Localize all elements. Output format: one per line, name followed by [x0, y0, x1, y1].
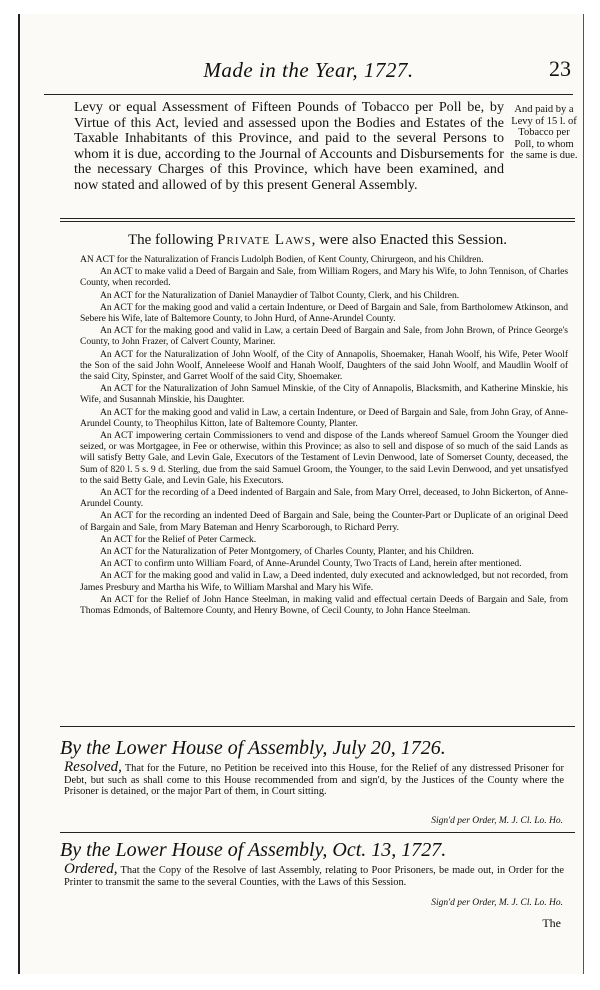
section-rule-top	[60, 218, 575, 219]
resolution-1-text	[64, 759, 564, 798]
resolution-1-lead: Resolved,	[64, 759, 122, 775]
resolution-divider	[60, 832, 575, 833]
levy-paragraph: Levy or equal Assessment of Fifteen Pounds of Tobacco per Poll be, by Virtue of this Act, levied and assessed upon the Bodies and Estates of the Taxable Inhabitants of this Province, and paid to the several Persons to whom it is due, according to the Journal of Accounts and Disbursements for the necessary Charges of this Province, which have been examined, and now stated and allowed of by this present General Assembly.	[74, 99, 504, 193]
running-title: Made in the Year, 1727.	[203, 58, 414, 82]
act-item: An ACT for the Relief of John Hance Steelman, in making valid and effectual certain Deeds of Bargain and Sale, from Thomas Edmonds, of Baltemore County, and Henry Bowne, of Cecil County, to John Hance Steelman.	[80, 593, 568, 617]
heading-caps: Private Laws	[217, 232, 312, 248]
page-number: 23	[549, 56, 571, 81]
resolution-1-body: That for the Future, no Petition be received into this House, for the Relief of any distressed Prisoner for Debt, but such as shall come to this House recommended from and sign'd, by the Justices of the County where the Prisoner is detained, or the major Part of them, in Court sitting.	[64, 763, 564, 798]
act-item: An ACT for the Naturalization of Daniel Manaydier of Talbot County, Clerk, and his Children.	[100, 289, 460, 301]
act-item: An ACT for the recording an indented Deed of Bargain and Sale, being the Counter-Part or Duplicate of an original Deed of Bargain and Sale, from Mary Bateman and Henry Scarborough, to Richard Perry.	[80, 510, 568, 533]
resolution-2-signature: Sign'd per Order, M. J. Cl. Lo. Ho.	[431, 898, 563, 908]
act-item: An ACT for the making good and valid in Law, a certain Deed of Bargain and Sale, from John Brown, of Prince George's County, to John Frazer, of Calvert County, Mariner.	[80, 325, 568, 348]
act-item: An ACT for the Naturalization of John Samuel Minskie, of the City of Annapolis, Blacksmith, and Katherine Minskie, his Wife, and Susannah Minskie, his Daughter.	[80, 383, 568, 406]
catchword: The	[542, 916, 561, 930]
resolution-1-signature: Sign'd per Order, M. J. Cl. Lo. Ho.	[431, 816, 563, 826]
resolution-2-body: That the Copy of the Resolve of last Assembly, relating to Poor Prisoners, be made out, in Order for the Printer to transmit the same to the several Counties, with the Laws of this Session.	[64, 865, 564, 888]
acts-end-rule	[60, 726, 575, 727]
resolution-2-text	[64, 861, 564, 888]
resolution-2-lead: Ordered,	[64, 861, 118, 877]
resolution-1-heading: By the Lower House of Assembly, July 20, 1726.	[60, 737, 446, 759]
act-item: An ACT for the Naturalization of John Woolf, of the City of Annapolis, Shoemaker, Hanah Woolf, his Wife, Peter Woolf the Son of the said John Woolf, Anneleese Woolf and Hanah Woolf, Daughters of the said John Woolf, and Maudlin Woolf of the said City, Spinster, and Garret Woolf of the said City, Shoemaker.	[80, 348, 568, 383]
document-page	[18, 14, 584, 974]
heading-pre: The following	[127, 232, 214, 248]
acts-list	[80, 254, 568, 617]
act-item: An ACT for the Relief of Peter Carmeck.	[100, 533, 257, 545]
act-item: An ACT for the making good and valid a certain Indenture, or Deed of Bargain and Sale, from Bartholomew Atkinson, and Sebere his Wife, late of Baltemore County, to John Hurd, of Anne-Arundel County.	[80, 301, 568, 325]
act-item: AN ACT for the Naturalization of Francis Ludolph Bodien, of Kent County, Chirurgeon, and his Children.	[80, 254, 484, 265]
section-rule-bottom	[60, 221, 575, 222]
private-laws-heading	[60, 232, 575, 249]
act-item: An ACT for the recording of a Deed indented of Bargain and Sale, from Mary Orrel, deceased, to John Bickerton, of Anne-Arundel County.	[80, 487, 568, 510]
heading-post: , were also Enacted this Session.	[311, 232, 508, 248]
act-item: An ACT for the Naturalization of Peter Montgomery, of Charles County, Planter, and his Children.	[100, 546, 474, 558]
act-item: An ACT impowering certain Commissioners to vend and dispose of the Lands whereof Samuel Groom the Younger died seized, or was Mortgagee, in Fee or otherwise, within this Province; as also to sell and dispose of so much of the said Lands as will satisfy Betty Gale, and Levin Gale, Executors of the Testament of Levin Denwood, late of Somerset County, deceased, the Sum of 820 l. 5 s. 9 d. Sterling, due from the said Samuel Groom, the Younger, to the said Levin Denwood, and yet unsatisfyed to the said Betty Gale, and Levin Gale, his Executors.	[80, 430, 568, 486]
act-item: An ACT for the making good and valid in Law, a Deed indented, duly executed and acknowledged, but not recorded, from James Presbury and Martha his Wife, to William Marshal and Mary his Wife.	[80, 570, 568, 593]
act-item: An ACT to make valid a Deed of Bargain and Sale, from William Rogers, and Mary his Wife, to John Tennison, of Charles County, when recorded.	[80, 266, 568, 289]
margin-note: And paid by a Levy of 15 l. of Tobacco per Poll, to whom the same is due.	[510, 104, 578, 161]
running-header	[44, 50, 573, 95]
resolution-2-heading: By the Lower House of Assembly, Oct. 13, 1727.	[60, 839, 447, 861]
act-item: An ACT to confirm unto William Foard, of Anne-Arundel County, Two Tracts of Land, herein after mentioned.	[100, 558, 522, 570]
act-item: An ACT for the making good and valid in Law, a certain Indenture, or Deed of Bargain and Sale, from John Gray, of Anne-Arundel County, to Theophilus Kitton, late of Baltemore County, Planter.	[80, 406, 568, 429]
